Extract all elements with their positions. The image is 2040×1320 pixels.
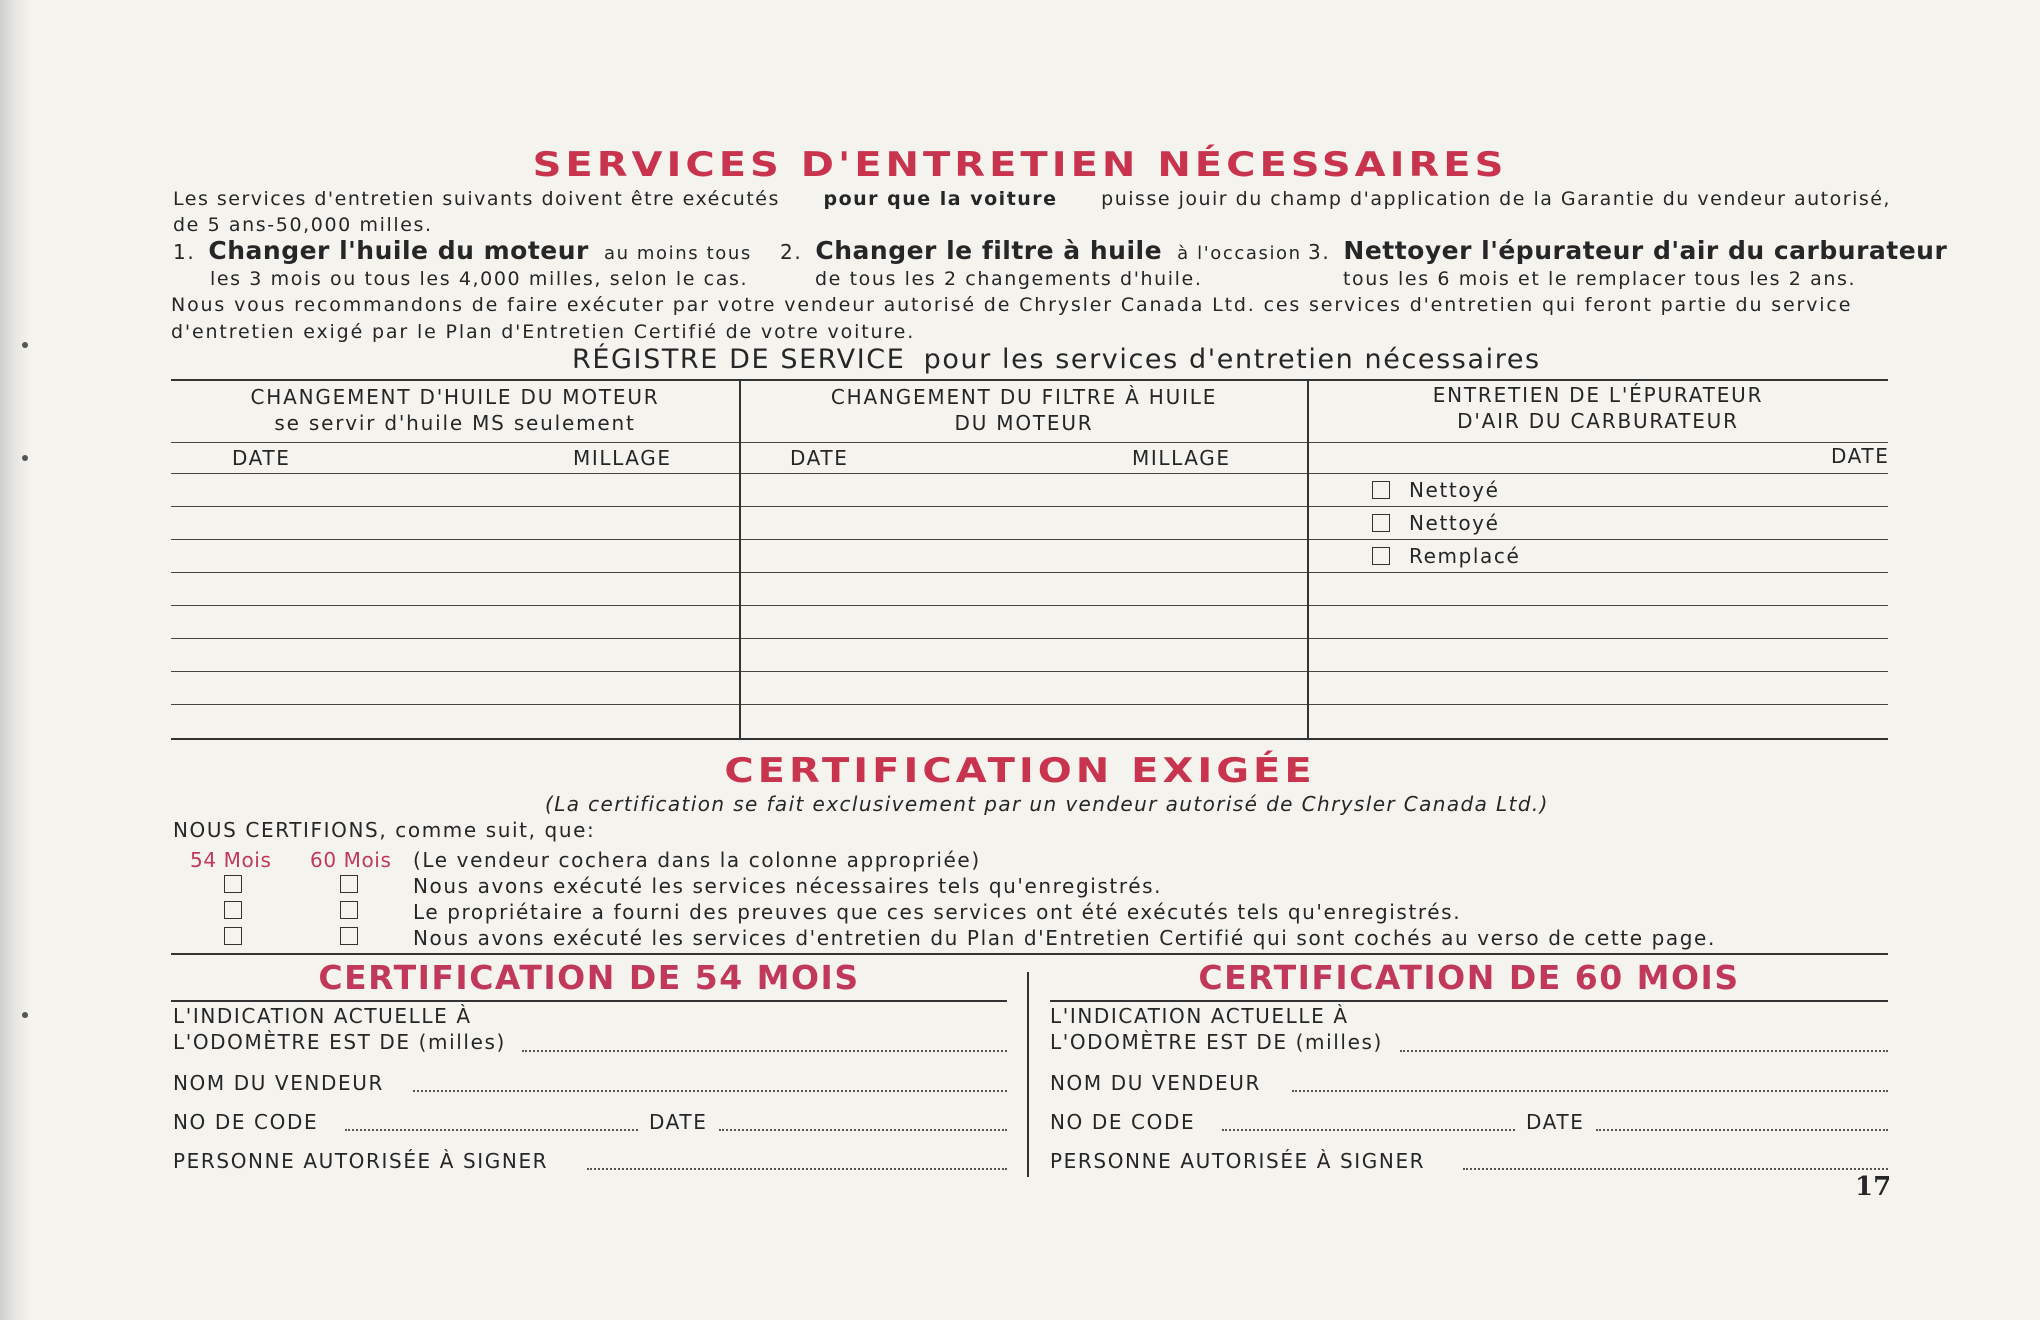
checkbox-cleaned-1[interactable] (1372, 481, 1390, 499)
requirement-title: Nettoyer l'épurateur d'air du carburateur (1343, 236, 1948, 265)
table-row-rule (171, 539, 1888, 540)
column-header-line: CHANGEMENT D'HUILE DU MOTEUR (250, 385, 660, 409)
option-label: Nettoyé (1409, 478, 1500, 502)
date-label: DATE (1526, 1110, 1585, 1134)
statement-3: Nous avons exécuté les services d'entretien du Plan d'Entretien Certifié qui sont cochés au verso de cette page. (413, 926, 1716, 950)
column-header-line: CHANGEMENT DU FILTRE À HUILE (830, 385, 1218, 409)
checkbox-54-statement-2[interactable] (224, 901, 242, 919)
checkbox-cleaned-2[interactable] (1372, 514, 1390, 532)
requirement-1 (173, 236, 752, 265)
column-header-line: se servir d'huile MS seulement (274, 411, 636, 435)
code-field[interactable] (345, 1129, 638, 1131)
dealer-name-label: NOM DU VENDEUR (1050, 1071, 1261, 1095)
statement-2: Le propriétaire a fourni des preuves que ces services ont été exécutés tels qu'enregistrés. (413, 900, 1462, 924)
column-60-months: 60 Mois (310, 848, 392, 872)
dealer-name-label: NOM DU VENDEUR (173, 1071, 384, 1095)
table-header-rule (171, 442, 1888, 443)
odometer-label: L'ODOMÈTRE EST DE (milles) (1050, 1030, 1383, 1054)
register-title (572, 344, 1541, 375)
signature-field[interactable] (1463, 1168, 1888, 1170)
requirement-2-detail: de tous les 2 changements d'huile. (815, 268, 1203, 290)
date-field[interactable] (719, 1129, 1007, 1131)
recommendation-line-2: d'entretien exigé par le Plan d'Entretien Certifié de votre voiture. (171, 321, 916, 343)
code-field[interactable] (1222, 1129, 1515, 1131)
intro-line-2: de 5 ans-50,000 milles. (173, 214, 433, 236)
requirement-1-detail: les 3 mois ou tous les 4,000 milles, selon le cas. (210, 268, 749, 290)
mileage-label: MILLAGE (1132, 446, 1231, 470)
requirement-inline: au moins tous (603, 243, 752, 264)
cert-block-title: CERTIFICATION DE 54 MOIS (318, 958, 860, 997)
checkbox-60-statement-2[interactable] (340, 901, 358, 919)
odometer-label: L'INDICATION ACTUELLE À (1050, 1004, 1349, 1028)
certification-subtitle: (La certification se fait exclusivement par un vendeur autorisé de Chrysler Canada Ltd.) (545, 792, 1549, 816)
checkbox-54-statement-1[interactable] (224, 875, 242, 893)
requirement-3 (1308, 236, 1947, 265)
date-label: DATE (649, 1110, 708, 1134)
table-row-rule (171, 506, 1888, 507)
register-title-rest: pour les services d'entretien nécessaires (923, 344, 1541, 375)
requirement-title: Changer l'huile du moteur (208, 236, 589, 265)
code-label: NO DE CODE (173, 1110, 319, 1134)
odometer-label: L'ODOMÈTRE EST DE (milles) (173, 1030, 506, 1054)
checkbox-60-statement-1[interactable] (340, 875, 358, 893)
intro-text: puisse jouir du champ d'application de la Garantie du vendeur autorisé, (1101, 188, 1891, 210)
table-subheader-rule (171, 473, 1888, 474)
cert-block-divider (1027, 972, 1029, 1177)
date-label: DATE (232, 446, 291, 470)
column-header-line: DU MOTEUR (954, 411, 1094, 435)
page-title: SERVICES D'ENTRETIEN NÉCESSAIRES (532, 145, 1508, 185)
code-label: NO DE CODE (1050, 1110, 1196, 1134)
cert-block-title-rule (171, 1000, 1007, 1002)
column-54-months: 54 Mois (190, 848, 272, 872)
odometer-label: L'INDICATION ACTUELLE À (173, 1004, 472, 1028)
table-row-rule (171, 605, 1888, 606)
column-header-line: ENTRETIEN DE L'ÉPURATEUR (1432, 383, 1764, 407)
table-row-rule (171, 671, 1888, 672)
date-label: DATE (790, 446, 849, 470)
table-top-rule (171, 379, 1888, 381)
requirement-2 (780, 236, 1302, 265)
requirement-number: 3. (1308, 240, 1331, 264)
date-field[interactable] (1596, 1129, 1888, 1131)
intro-line-1 (173, 188, 1891, 210)
dealer-note: (Le vendeur cochera dans la colonne appropriée) (413, 848, 981, 872)
cert-block-title-rule (1050, 1000, 1888, 1002)
date-label: DATE (1831, 444, 1890, 468)
option-label: Remplacé (1409, 544, 1521, 568)
intro-text: Les services d'entretien suivants doivent être exécutés (173, 188, 780, 210)
odometer-field[interactable] (1400, 1050, 1888, 1052)
dealer-name-field[interactable] (413, 1090, 1007, 1092)
requirement-number: 1. (173, 240, 196, 264)
checkbox-replaced[interactable] (1372, 547, 1390, 565)
cert-block-title: CERTIFICATION DE 60 MOIS (1198, 958, 1740, 997)
certification-intro: NOUS CERTIFIONS, comme suit, que: (173, 818, 596, 842)
signer-label: PERSONNE AUTORISÉE À SIGNER (1050, 1149, 1426, 1173)
table-row-rule (171, 638, 1888, 639)
recommendation-line-1: Nous vous recommandons de faire exécuter par votre vendeur autorisé de Chrysler Canada Ltd. ces services d'entretien qui feront partie du service (171, 294, 1853, 316)
requirement-title: Changer le filtre à huile (815, 236, 1163, 265)
option-label: Nettoyé (1409, 511, 1500, 535)
dealer-name-field[interactable] (1292, 1090, 1888, 1092)
column-header-oil-filter (740, 384, 1308, 436)
mileage-label: MILLAGE (573, 446, 672, 470)
table-bottom-rule (171, 738, 1888, 740)
checkbox-60-statement-3[interactable] (340, 927, 358, 945)
statement-1: Nous avons exécuté les services nécessaires tels qu'enregistrés. (413, 874, 1163, 898)
certification-divider (171, 953, 1888, 955)
requirement-inline: à l'occasion (1177, 243, 1302, 264)
page-number: 17 (1855, 1172, 1892, 1202)
column-header-line: D'AIR DU CARBURATEUR (1457, 409, 1739, 433)
signer-label: PERSONNE AUTORISÉE À SIGNER (173, 1149, 549, 1173)
requirement-number: 2. (780, 240, 803, 264)
odometer-field[interactable] (522, 1050, 1007, 1052)
checkbox-54-statement-3[interactable] (224, 927, 242, 945)
intro-text-bold: pour que la voiture (823, 188, 1058, 210)
table-row-rule (171, 704, 1888, 705)
signature-field[interactable] (587, 1168, 1007, 1170)
requirement-3-detail: tous les 6 mois et le remplacer tous les 2 ans. (1343, 268, 1857, 290)
certification-title: CERTIFICATION EXIGÉE (724, 751, 1316, 791)
column-header-air-filter (1308, 382, 1888, 434)
register-title-main: RÉGISTRE DE SERVICE (572, 344, 906, 375)
column-header-oil-change (171, 384, 739, 436)
table-row-rule (171, 572, 1888, 573)
